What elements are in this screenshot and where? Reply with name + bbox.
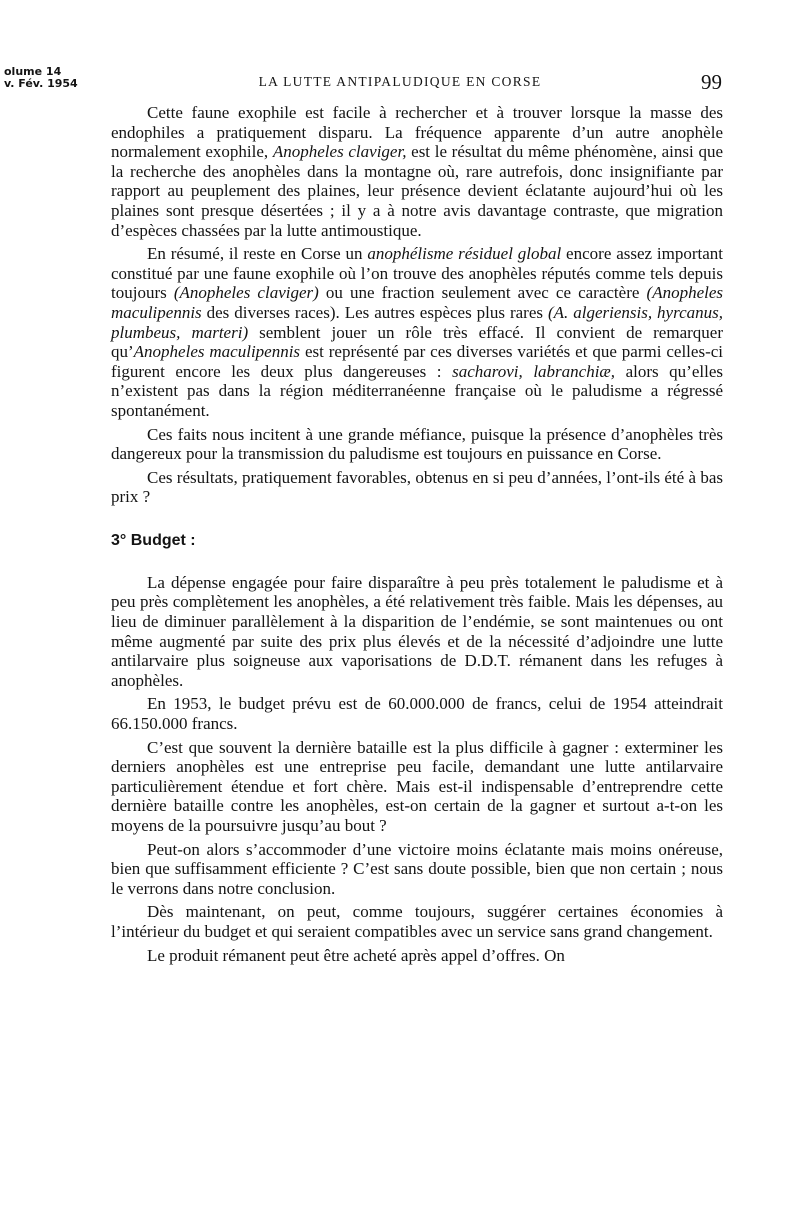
paragraph-5: La dépense engagée pour faire disparaître à peu près totalement le paludisme et à peu près complètement les anophèles, a été relativement très faible. Mais les dépenses, au lieu de diminuer parallèlement à la disparition de l’endémie, se sont maintenues ou ont même augmenté par suite des prix plus élevés et de la nécessité d’adjoindre une lutte antilarvaire plus soigneuse aux vaporisations de D.D.T. rémanent dans les refuges à anophèles. [111,572,723,690]
running-title: LA LUTTE ANTIPALUDIQUE EN CORSE [258,74,542,89]
species-name: (Anopheles claviger) [173,283,319,303]
paragraph-3: Ces faits nous incitent à une grande méfiance, puisque la présence d’anophèles très dangereux pour la transmission du paludisme est toujours en puissance en Corse. [111,424,723,464]
paragraph-10: Le produit rémanent peut être acheté après appel d’offres. On [147,945,565,965]
text-run: des diverses races). Les autres espèces plus rares [201,302,548,322]
paragraph-1 [111,103,723,240]
species-name: sacharovi, labranchiæ, [452,361,616,381]
species-name: Anopheles claviger, [272,142,407,162]
text-run: ou une fraction seulement avec ce caractère [318,283,647,303]
text-run: semblent jouer un rôle très effacé. Il convient de remarquer qu’ [111,322,723,362]
paragraph-4: Ces résultats, pratiquement favorables, obtenus en si peu d’années, l’ont-ils été à bas prix ? [111,467,723,507]
text-run: Cette faune exophile est facile à rechercher et à trouver lorsque la masse des endophiles a pratiquement disparu. La fréquence apparente d’un autre anophèle normalement exophile, [111,103,723,162]
species-name: Anopheles maculipennis [133,342,301,362]
paragraph-2 [111,244,723,420]
species-name: (A. algeriensis, hyrcanus, plumbeus, marteri) [111,302,723,342]
species-name: (Anopheles maculipennis [111,283,724,322]
body-text [111,103,723,965]
volume-number: olume 14 [4,65,62,78]
paragraph-6: En 1953, le budget prévu est de 60.000.000 de francs, celui de 1954 atteindrait 66.150.000 francs. [111,694,723,734]
emphasis: anophélisme résiduel global [367,244,562,264]
text-run: alors qu’elles n’existent pas dans la région méditerranéenne française où le paludisme a régressé spontanément. [111,361,723,420]
page-number: 99 [701,70,722,94]
paragraph-7: C’est que souvent la dernière bataille est la plus difficile à gagner : exterminer les derniers anophèles est une entreprise peu facile, demandant une lutte antilarvaire particulièrement étendue et fort chère. Mais est-il indispensable d’entreprendre cette dernière bataille contre les anophèles, est-on certain de la gagner et surtout a-t-on les moyens de la poursuivre jusqu’au bout ? [111,737,723,835]
section-heading-budget: 3° Budget : [111,531,196,549]
paragraph-9: Dès maintenant, on peut, comme toujours, suggérer certaines économies à l’intérieur du budget et qui seraient compatibles avec un service sans grand changement. [111,902,723,941]
text-run: En résumé, il reste en Corse un [147,244,368,264]
volume-date: v. Fév. 1954 [4,77,78,90]
paragraph-8: Peut-on alors s’accommoder d’une victoire moins éclatante mais moins onéreuse, bien que suffisamment efficiente ? C’est sans doute possible, bien que non certain ; nous le verrons dans notre conclusion. [111,839,723,898]
text-run: encore assez important constitué par une faune exophile où l’on trouve des anophèles réputés comme tels depuis toujours [111,244,724,303]
text-run: est le résultat du même phénomène, ainsi que la recherche des anophèles dans la montagne où, rare autrefois, donc insignifiante par rapport au peuplement des plaines, leur présence devient éclatante aujourd’hui où les plaines sont presque désertées ; il y a à notre avis davantage contraste, que migration d’espèces chassées par la lutte antimoustique. [111,142,723,240]
text-run: est représenté par ces diverses variétés et que parmi celles-ci figurent encore les deux plus dangereuses : [111,342,723,381]
